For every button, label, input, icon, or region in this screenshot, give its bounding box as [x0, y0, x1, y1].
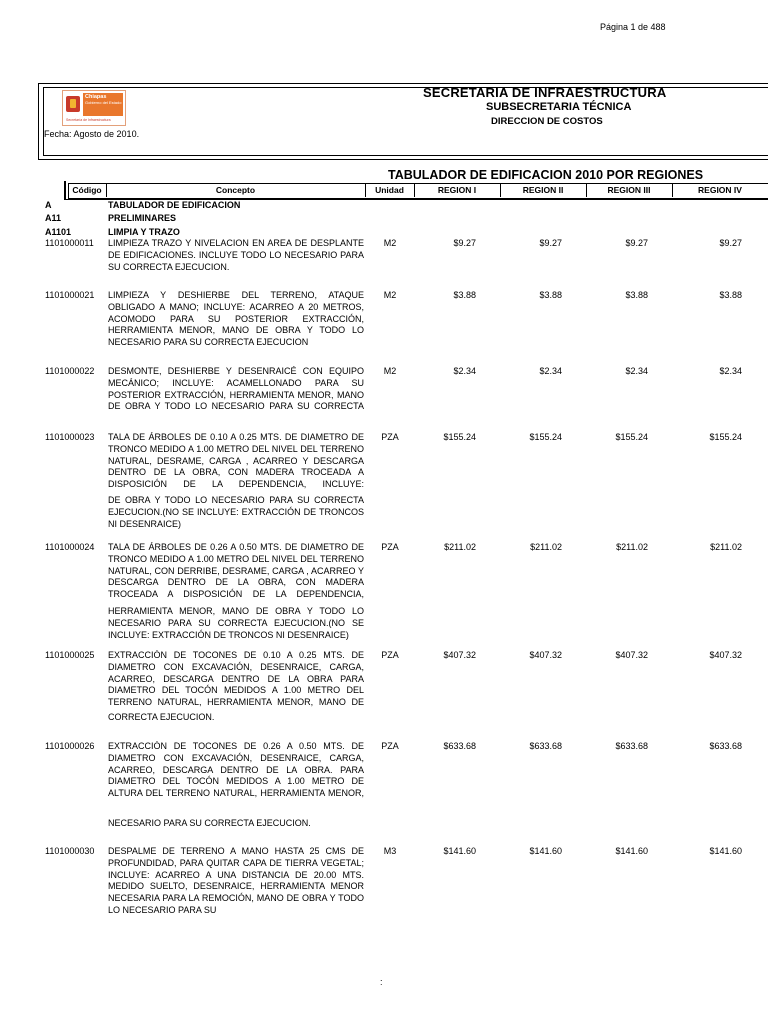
- footer-mark: :: [380, 977, 383, 987]
- row-price-region-1: $211.02: [444, 542, 476, 552]
- row-unidad: M2: [383, 366, 397, 376]
- row-code: 1101000021: [45, 290, 95, 300]
- logo-name: Chiapas: [85, 94, 107, 100]
- row-price-region-1: $155.24: [443, 432, 476, 442]
- tabulador-title: TABULADOR DE EDIFICACION 2010 POR REGIONES: [388, 168, 704, 182]
- row-price-region-3: $9.27: [625, 238, 648, 248]
- section-code: A1101: [45, 227, 72, 237]
- shield-icon: [66, 96, 80, 112]
- row-concepto-cont: NECESARIO PARA SU CORRECTA EJECUCION.: [108, 818, 311, 828]
- section-title: PRELIMINARES: [108, 213, 177, 223]
- col-region-3: REGION III: [607, 185, 651, 195]
- section-code: A11: [45, 213, 62, 223]
- row-price-region-4: $2.34: [719, 366, 742, 376]
- page-number: Página 1 de 488: [600, 22, 666, 32]
- row-price-region-1: $633.68: [443, 741, 476, 751]
- logo-sub: Gobierno del Estado: [85, 100, 122, 105]
- row-concepto: EXTRACCIÓN DE TOCONES DE 0.26 A 0.50 MTS. DE DIAMETRO CON EXCAVACIÓN, DESENRAICE, CARGA, ACARREO, DESCARGA DENTRO DE LA OBRA. PARA DIAMETRO DEL TOCÓN MEDIDOS A 1.00 METRO DE ALTURA DEL TERRENO NATURAL, HERRAMIENTA MENOR,: [108, 741, 364, 799]
- row-unidad: M2: [383, 290, 397, 300]
- section-title: LIMPIA Y TRAZO: [108, 227, 180, 237]
- row-unidad: M3: [383, 846, 397, 856]
- row-price-region-2: $155.24: [529, 432, 562, 442]
- row-concepto: DESPALME DE TERRENO A MANO HASTA 25 CMS DE PROFUNDIDAD, PARA QUITAR CAPA DE TIERRA VEGETAL; INCLUYE: ACARREO A UNA DISTANCIA DE 20.00 MTS. MEDIDO SUELTO, DESENRAICE, HERRAMIENTA MENOR NECESARIA PARA LA REMOCIÓN, MANO DE OBRA Y TODO LO NECESARIO PARA SU: [108, 846, 364, 915]
- row-unidad: PZA: [381, 432, 399, 442]
- row-concepto: EXTRACCIÓN DE TOCONES DE 0.10 A 0.25 MTS. DE DIAMETRO CON EXCAVACIÓN, DESENRAICE, CARGA, ACARREO, DESCARGA DENTRO DE LA OBRA PARA DIAMETRO DEL TOCÓN MEDIDOS A 1.00 METRO DEL TERRENO NATURAL, HERRAMIENTA MENOR, MANO DE: [108, 650, 364, 708]
- row-concepto: DESMONTE, DESHIERBE Y DESENRAICÉ CON EQUIPO MECÁNICO; INCLUYE: ACAMELLONADO PARA SU POSTERIOR EXTRACCIÓN, HERRAMIENTA MENOR, MANO DE OBRA Y TODO LO NECESARIO PARA SU CORRECTA: [108, 366, 364, 412]
- row-price-region-3: $407.32: [615, 650, 648, 660]
- row-code: 1101000024: [45, 542, 95, 552]
- row-code: 1101000023: [45, 432, 95, 442]
- col-concepto: Concepto: [215, 185, 256, 195]
- row-price-region-4: $155.24: [709, 432, 742, 442]
- row-concepto: TALA DE ÁRBOLES DE 0.10 A 0.25 MTS. DE DIAMETRO DE TRONCO MEDIDO A 1.00 METRO DEL NIVEL DEL TERRENO NATURAL, DESRAME, CARGA , ACARREO Y DESCARGA DENTRO DE LA OBRA, CON MADERA TROCEADA A DISPOSICIÓN DE LA DEPENDENCIA, INCLUYE:: [108, 432, 364, 490]
- row-code: 1101000022: [45, 366, 95, 376]
- row-price-region-2: $3.88: [539, 290, 562, 300]
- subsecretaria-title: SUBSECRETARIA TÉCNICA: [486, 101, 632, 113]
- row-price-region-3: $633.68: [615, 741, 648, 751]
- row-price-region-1: $3.88: [453, 290, 476, 300]
- chiapas-logo: [62, 90, 126, 126]
- row-concepto: LIMPIEZA Y DESHIERBE DEL TERRENO, ATAQUE OBLIGADO A MANO; INCLUYE: ACARREO A 20 METROS, ACOMODO PARA SU POSTERIOR EXTRACCIÓN, HERRAMIENTA MENOR, MANO DE OBRA Y TODO LO NECESARIO PARA SU CORRECTA EJECUCION: [108, 290, 364, 348]
- row-price-region-4: $407.32: [709, 650, 742, 660]
- row-code: 1101000011: [45, 238, 94, 248]
- row-unidad: M2: [383, 238, 397, 248]
- row-unidad: PZA: [381, 542, 399, 552]
- logo-caption: Secretaría de Infraestructura: [66, 118, 111, 122]
- row-concepto: TALA DE ÁRBOLES DE 0.26 A 0.50 MTS. DE DIAMETRO DE TRONCO MEDIDO A 1.00 METRO DEL NIVEL DEL TERRENO NATURAL, CON DERRIBE, DESRAME, CARGA , ACARREO Y DESCARGA DENTRO DE LA OBRA, CON MADERA TROCEADA A DISPOSICIÓN DE LA DEPENDENCIA,: [108, 542, 364, 600]
- row-concepto-cont: DE OBRA Y TODO LO NECESARIO PARA SU CORRECTA EJECUCION.(NO SE INCLUYE: EXTRACCIÓN DE TRONCOS NI DESENRAICE): [108, 495, 364, 529]
- direccion-title: DIRECCION DE COSTOS: [491, 116, 603, 127]
- row-price-region-3: $141.60: [615, 846, 648, 856]
- row-price-region-2: $9.27: [539, 238, 562, 248]
- row-price-region-1: $407.32: [443, 650, 476, 660]
- row-price-region-1: $141.60: [443, 846, 476, 856]
- row-price-region-3: $155.24: [615, 432, 648, 442]
- row-price-region-2: $407.32: [529, 650, 562, 660]
- row-price-region-4: $3.88: [719, 290, 742, 300]
- row-price-region-1: $9.27: [453, 238, 476, 248]
- row-price-region-4: $211.02: [710, 542, 742, 552]
- row-price-region-1: $2.34: [453, 366, 476, 376]
- row-price-region-2: $211.02: [530, 542, 562, 552]
- section-code: A: [45, 200, 52, 210]
- col-region-1: REGION I: [437, 185, 477, 195]
- row-price-region-3: $3.88: [625, 290, 648, 300]
- row-price-region-2: $2.34: [539, 366, 562, 376]
- col-codigo: Código: [72, 185, 102, 195]
- row-price-region-2: $141.60: [529, 846, 562, 856]
- row-unidad: PZA: [381, 741, 399, 751]
- row-concepto: LIMPIEZA TRAZO Y NIVELACION EN AREA DE DESPLANTE DE EDIFICACIONES. INCLUYE TODO LO NECESARIO PARA SU CORRECTA EJECUCION.: [108, 238, 364, 272]
- row-price-region-2: $633.68: [529, 741, 562, 751]
- col-unidad: Unidad: [375, 185, 404, 195]
- row-concepto-cont: HERRAMIENTA MENOR, MANO DE OBRA Y TODO LO NECESARIO PARA SU CORRECTA EJECUCION.(NO SE INCLUYE: EXTRACCIÓN DE TRONCOS NI DESENRAICE): [108, 606, 364, 640]
- col-region-4: REGION IV: [698, 185, 742, 195]
- row-unidad: PZA: [381, 650, 399, 660]
- row-price-region-3: $2.34: [625, 366, 648, 376]
- row-price-region-4: $141.60: [709, 846, 742, 856]
- row-price-region-4: $633.68: [709, 741, 742, 751]
- row-price-region-4: $9.27: [719, 238, 742, 248]
- section-title: TABULADOR DE EDIFICACION: [108, 200, 241, 210]
- col-region-2: REGION II: [522, 185, 564, 195]
- row-concepto-cont: CORRECTA EJECUCION.: [108, 712, 215, 722]
- row-price-region-3: $211.02: [616, 542, 648, 552]
- row-code: 1101000025: [45, 650, 95, 660]
- secretaria-title: SECRETARIA DE INFRAESTRUCTURA: [423, 85, 667, 100]
- row-code: 1101000026: [45, 741, 95, 751]
- fecha: Fecha: Agosto de 2010.: [44, 129, 140, 139]
- row-code: 1101000030: [45, 846, 95, 856]
